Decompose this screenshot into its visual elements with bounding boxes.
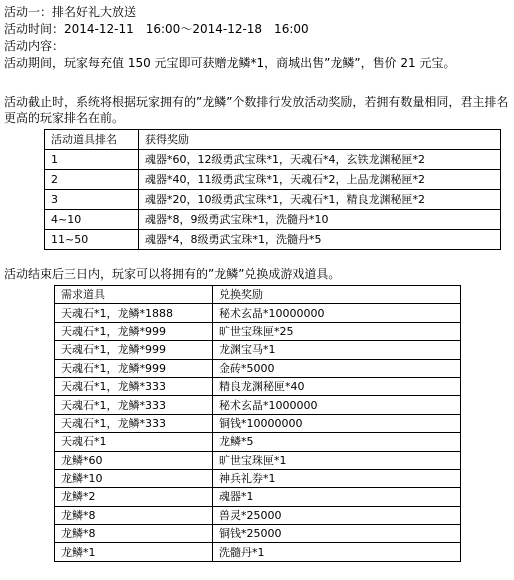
exchange-need-cell: 天魂石*1，龙鳞*333 xyxy=(55,414,213,432)
ranking-intro: 活动截止时，系统将根据玩家拥有的”龙鳞”个数排行发放活动奖励，若拥有数量相同，君主排名更高的玩家排名在前。 xyxy=(4,95,509,125)
ranking-reward-cell: 魂器*8，9级勇武宝珠*1，洗髓丹*10 xyxy=(139,210,501,230)
exchange-need-cell: 龙鳞*2 xyxy=(55,488,213,506)
table-row xyxy=(55,322,461,340)
exchange-need-cell: 天魂石*1，龙鳞*999 xyxy=(55,359,213,377)
ranking-reward-cell: 魂器*20，10级勇武宝珠*1，天魂石*1，精良龙渊秘匣*2 xyxy=(139,190,501,210)
exchange-reward-cell: 铜钱*25000 xyxy=(213,525,461,543)
table-row xyxy=(55,488,461,506)
exchange-reward-cell: 神兵礼券*1 xyxy=(213,469,461,487)
exchange-reward-cell: 秘术玄晶*1000000 xyxy=(213,396,461,414)
table-row xyxy=(55,341,461,359)
exchange-need-cell: 龙鳞*8 xyxy=(55,525,213,543)
ranking-col-rank: 活动道具排名 xyxy=(45,130,139,150)
table-row xyxy=(55,359,461,377)
exchange-col-reward: 兑换奖励 xyxy=(213,286,461,304)
exchange-need-cell: 天魂石*1 xyxy=(55,433,213,451)
exchange-need-cell: 天魂石*1，龙鳞*333 xyxy=(55,377,213,395)
ranking-col-reward: 获得奖励 xyxy=(139,130,501,150)
table-row xyxy=(55,433,461,451)
exchange-reward-cell: 精良龙渊秘匣*40 xyxy=(213,377,461,395)
ranking-table xyxy=(44,129,501,250)
ranking-rank-cell: 3 xyxy=(45,190,139,210)
ranking-rank-cell: 2 xyxy=(45,170,139,190)
ranking-rank-cell: 4~10 xyxy=(45,210,139,230)
table-row xyxy=(45,190,501,210)
table-row xyxy=(45,210,501,230)
table-row xyxy=(45,170,501,190)
table-row xyxy=(45,150,501,170)
activity-time: 活动时间：2014-12-11 16:00～2014-12-18 16:00 xyxy=(4,22,309,36)
exchange-intro: 活动结束后三日内，玩家可以将拥有的”龙鳞”兑换成游戏道具。 xyxy=(4,267,341,281)
exchange-need-cell: 龙鳞*60 xyxy=(55,451,213,469)
activity-period-desc: 活动期间，玩家每充值 150 元宝即可获赠龙鳞*1，商城出售”龙鳞”，售价 21 元宝。 xyxy=(4,56,456,70)
exchange-need-cell: 龙鳞*1 xyxy=(55,543,213,561)
exchange-header-row xyxy=(55,286,461,304)
table-row xyxy=(55,506,461,524)
ranking-reward-cell: 魂器*40，11级勇武宝珠*1，天魂石*2，上品龙渊秘匣*2 xyxy=(139,170,501,190)
exchange-table xyxy=(54,285,461,562)
exchange-need-cell: 天魂石*1，龙鳞*1888 xyxy=(55,304,213,322)
exchange-need-cell: 天魂石*1，龙鳞*999 xyxy=(55,341,213,359)
table-row xyxy=(55,525,461,543)
exchange-reward-cell: 洗髓丹*1 xyxy=(213,543,461,561)
table-row xyxy=(45,230,501,250)
exchange-reward-cell: 龙鳞*5 xyxy=(213,433,461,451)
exchange-reward-cell: 秘术玄晶*10000000 xyxy=(213,304,461,322)
activity-title: 活动一：排名好礼大放送 xyxy=(4,5,137,19)
exchange-reward-cell: 兽灵*25000 xyxy=(213,506,461,524)
exchange-reward-cell: 龙渊宝马*1 xyxy=(213,341,461,359)
exchange-col-need: 需求道具 xyxy=(55,286,213,304)
exchange-reward-cell: 金砖*5000 xyxy=(213,359,461,377)
table-row xyxy=(55,469,461,487)
ranking-reward-cell: 魂器*4，8级勇武宝珠*1，洗髓丹*5 xyxy=(139,230,501,250)
table-row xyxy=(55,304,461,322)
table-row xyxy=(55,377,461,395)
ranking-rank-cell: 1 xyxy=(45,150,139,170)
exchange-need-cell: 龙鳞*10 xyxy=(55,469,213,487)
table-row xyxy=(55,543,461,561)
ranking-rank-cell: 11~50 xyxy=(45,230,139,250)
exchange-reward-cell: 铜钱*10000000 xyxy=(213,414,461,432)
table-row xyxy=(55,451,461,469)
exchange-need-cell: 龙鳞*8 xyxy=(55,506,213,524)
ranking-header-row xyxy=(45,130,501,150)
exchange-reward-cell: 旷世宝珠匣*1 xyxy=(213,451,461,469)
exchange-reward-cell: 魂器*1 xyxy=(213,488,461,506)
exchange-need-cell: 天魂石*1，龙鳞*333 xyxy=(55,396,213,414)
ranking-reward-cell: 魂器*60，12级勇武宝珠*1，天魂石*4，玄铁龙渊秘匣*2 xyxy=(139,150,501,170)
exchange-need-cell: 天魂石*1，龙鳞*999 xyxy=(55,322,213,340)
table-row xyxy=(55,396,461,414)
table-row xyxy=(55,414,461,432)
activity-content-label: 活动内容： xyxy=(4,39,65,53)
exchange-reward-cell: 旷世宝珠匣*25 xyxy=(213,322,461,340)
